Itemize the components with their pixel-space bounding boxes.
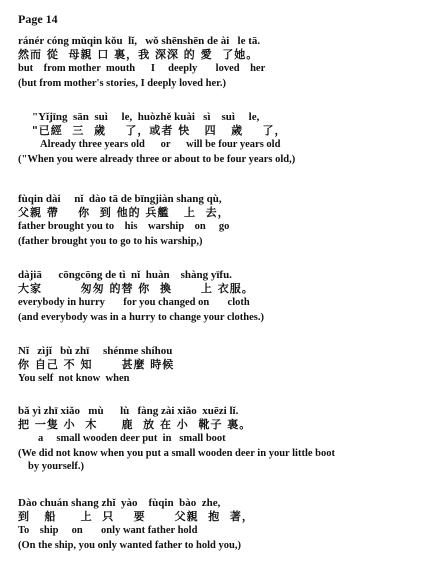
chinese-line: 把 一隻 小 木 鹿 放 在 小 靴子 裏。 [18, 418, 252, 431]
stanza [18, 112, 413, 176]
translation-line: by yourself.) [28, 461, 84, 472]
pinyin-line: Nǐ zìjǐ bù zhī shénme shíhou [18, 345, 173, 357]
stanza [18, 270, 413, 334]
stanza [18, 346, 413, 394]
chinese-line: "已經 三 歲 了，或者 快 四 歲 了， [32, 124, 287, 137]
pinyin-line: Dào chuán shang zhǐ yào fùqin bào zhe, [18, 497, 221, 509]
translation-line: (On the ship, you only wanted father to hold you,) [18, 540, 241, 551]
pinyin-line: bǎ yì zhī xiǎo mù lù fàng zài xiǎo xuēzi lǐ. [18, 405, 239, 417]
translation-line: (but from mother's stories, I deeply loved her.) [18, 78, 226, 89]
stanza [18, 36, 413, 100]
chinese-line: 父親 帶 你 到 他的 兵艦 上 去， [18, 206, 230, 219]
chinese-line: 大家 匆匆 的替 你 換 上 衣服。 [18, 282, 254, 295]
page-number: Page 14 [18, 12, 58, 26]
gloss-line: everybody in hurry for you changed on cloth [18, 297, 250, 308]
chinese-line: 你 自己 不 知 甚麼 時候 [18, 358, 175, 371]
pinyin-line: "Yǐjīng sān suì le, huòzhě kuài sì suì le, [32, 111, 260, 123]
gloss-line: but from mother mouth I deeply loved her [18, 63, 266, 74]
stanza [18, 498, 413, 564]
translation-line: (and everybody was in a hurry to change your clothes.) [18, 312, 264, 323]
gloss-line: father brought you to his warship on go [18, 221, 230, 232]
pinyin-line: dàjiā cōngcōng de tì nǐ huàn shàng yīfu. [18, 269, 232, 281]
gloss-line: You self not know when [18, 373, 130, 384]
stanza [18, 194, 413, 258]
stanza [18, 406, 413, 490]
translation-line: (We did not know when you put a small wooden deer in your little boot [18, 448, 335, 459]
translation-line: (father brought you to go to his warship,) [18, 236, 203, 247]
pinyin-line: ránér cóng mǔqin kǒu lǐ, wǒ shēnshēn de ài le tā. [18, 35, 261, 47]
translation-line: ("When you were already three or about to be four years old,) [18, 154, 296, 165]
pinyin-line: fùqin dài nǐ dào tā de bīngjiàn shang qù, [18, 193, 222, 205]
gloss-line: To ship on only want father hold [18, 525, 198, 536]
gloss-line: a small wooden deer put in small boot [38, 433, 226, 444]
gloss-line: Already three years old or will be four years old [40, 139, 281, 150]
chinese-line: 到 船 上 只 要 父親 抱 著， [18, 510, 254, 523]
chinese-line: 然而 從 母親 口 裏，我 深深 的 愛 了她。 [18, 48, 259, 61]
